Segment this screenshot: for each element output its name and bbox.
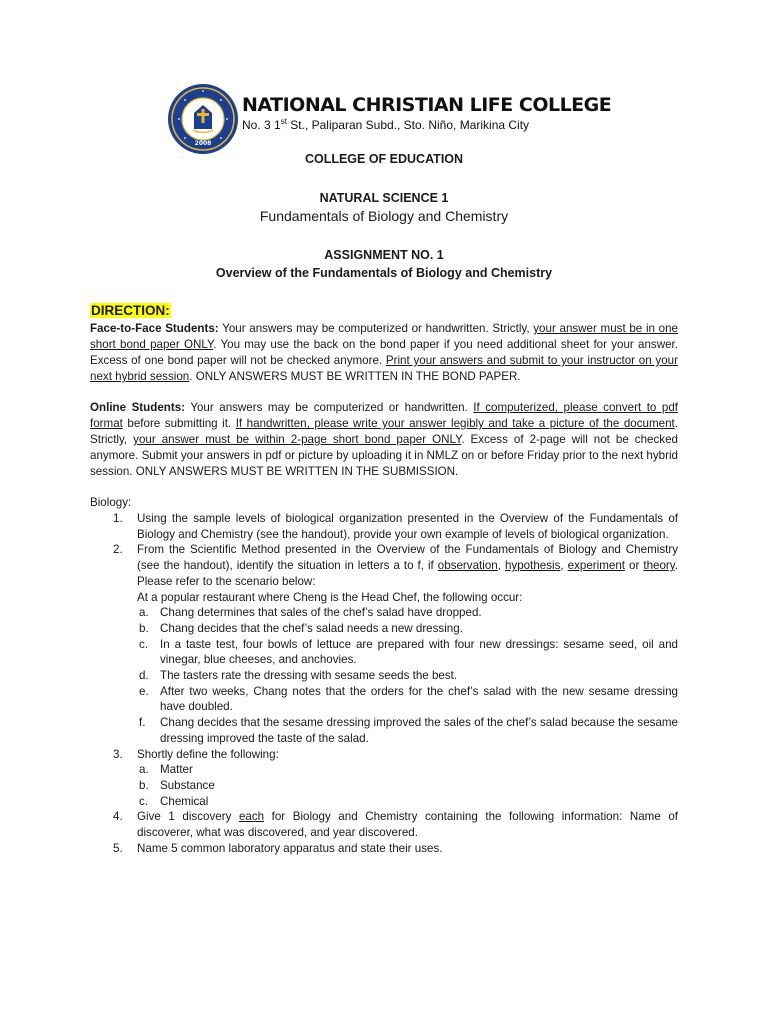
svg-text:2008: 2008	[194, 140, 212, 147]
question-list	[90, 511, 678, 856]
question-3: 3. Shortly define the following: a. Matter b. Substance c. Chemical	[90, 747, 678, 810]
question-1: 1. Using the sample levels of biological organization presented in the Overview of the Fundamentals of Biology and Chemistry (see the handout), provide your own example of levels of biological organization.	[113, 512, 678, 541]
question-4: 4. Give 1 discovery each for Biology and Chemistry containing the following information: Name of discoverer, what was discovered, and year discovered.	[113, 810, 678, 840]
scenario-item: a. Chang determines that sales of the chef’s salad have dropped.	[139, 606, 482, 620]
assignment-subtitle: Overview of the Fundamentals of Biology and Chemistry	[215, 266, 553, 280]
scenario-item: b. Chang decides that the chef’s salad needs a new dressing.	[139, 621, 463, 635]
course-subtitle: Fundamentals of Biology and Chemistry	[259, 208, 509, 224]
department-title: COLLEGE OF EDUCATION	[304, 152, 464, 166]
question-2: 2. From the Scientific Method presented in the Overview of the Fundamentals of Biology and Chemistry (see the handout), identify the situation in letters a to f, if observation, hypothesis, experiment or theory. Please refer to the scenario below: At a popular restaurant where Cheng is the Head Chef, the following occur: a. Chang determines that sales of the chef’s salad have dropped. b. Chang decides that the chef’s salad needs a new dressing. c. In a taste test, four bowls of lettuce are prepared with four new dressings: sesame seed, oil and vinegar, blue cheeses, and anchovies. d. The tasters rate the dressing with sesame seeds the best. e. After two weeks, Chang notes that the orders for the chef’s salad with the new sesame dressing have doubled. f. Chang decides that the sesame dressing improved the sales of the chef’s salad because the sesame dressing improved the taste of the salad.	[113, 543, 678, 745]
online-instructions: Online Students: Your answers may be computerized or handwritten. If computerized, please convert to pdf format before submitting it. If handwritten, please write your answer legibly and take a picture of the document. Strictly, your answer must be within 2-page short bond paper ONLY. Excess of 2-page will not be checked anymore. Submit your answers in pdf or picture by uploading it in NMLZ on or before Friday prior to the next hybrid session. ONLY ANSWERS MUST BE WRITTEN IN THE SUBMISSION.	[90, 401, 678, 478]
direction-heading: DIRECTION:	[91, 303, 170, 318]
scenario-item: d. The tasters rate the dressing with sesame seeds the best.	[139, 669, 458, 683]
scenario-item: c. In a taste test, four bowls of lettuce are prepared with four new dressings: sesame seed, oil and vinegar, blue cheeses, and anchovies.	[139, 637, 678, 667]
face-to-face-instructions: Face-to-Face Students: Your answers may be computerized or handwritten. Strictly, your answer must be in one short bond paper ONLY. You may use the back on the bond paper if you need additional sheet for your answer. Excess of one bond paper will not be checked anymore. Print your answers and submit to your instructor on your next hybrid session. ONLY ANSWERS MUST BE WRITTEN IN THE BOND PAPER.	[90, 322, 678, 383]
college-seal-logo	[167, 83, 239, 155]
college-name: NATIONAL CHRISTIAN LIFE COLLEGE	[242, 94, 612, 116]
biology-heading: Biology:	[90, 496, 132, 509]
term-item: a. Matter	[139, 763, 193, 777]
term-item: b. Substance	[139, 778, 215, 792]
course-title: NATURAL SCIENCE 1	[319, 191, 449, 205]
question-5: 5. Name 5 common laboratory apparatus and state their uses.	[113, 841, 443, 855]
scenario-item: e. After two weeks, Chang notes that the orders for the chef’s salad with the new sesame dressing have doubled.	[139, 684, 678, 714]
scenario-text: At a popular restaurant where Cheng is the Head Chef, the following occur:	[137, 590, 523, 604]
college-address: No. 3 1st St., Paliparan Subd., Sto. Niño, Marikina City	[242, 117, 530, 132]
term-item: c. Chemical	[139, 794, 209, 808]
assignment-title: ASSIGNMENT NO. 1	[324, 248, 444, 262]
scenario-item: f. Chang decides that the sesame dressing improved the sales of the chef’s salad because the sesame dressing improved the taste of the salad.	[139, 716, 678, 745]
